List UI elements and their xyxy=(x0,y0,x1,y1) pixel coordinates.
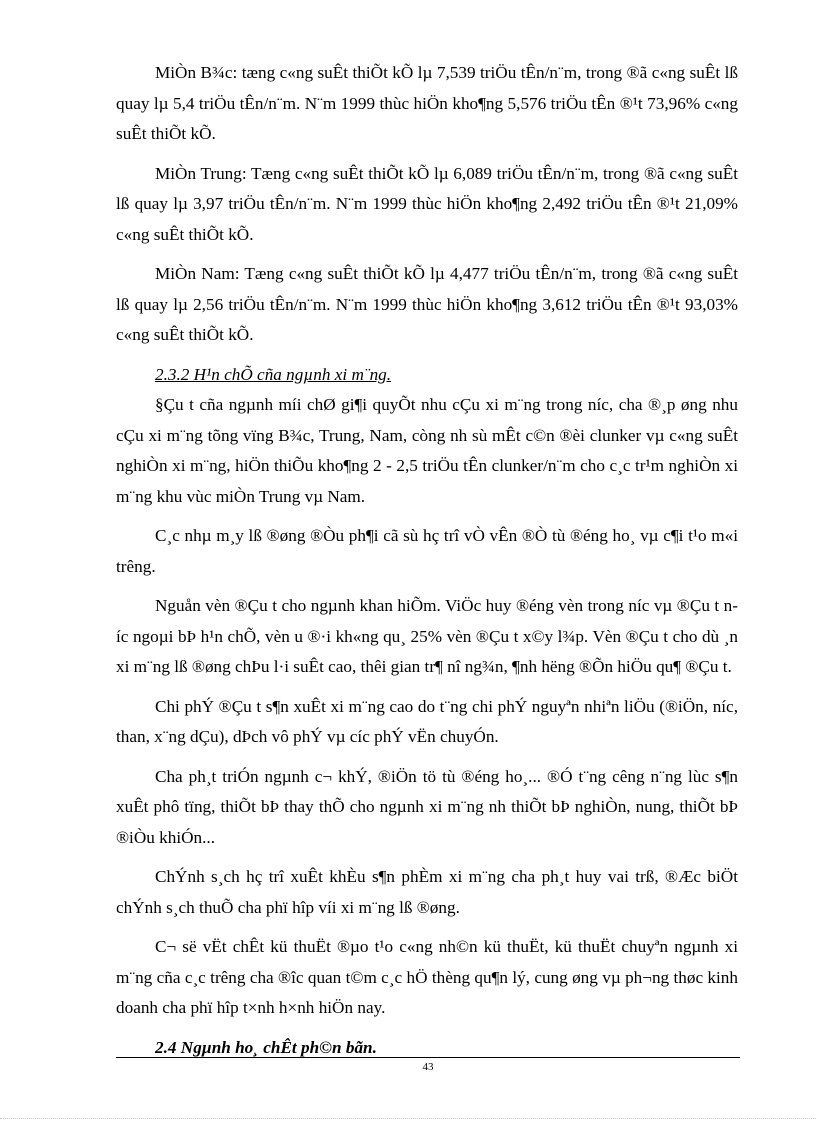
page-number: 43 xyxy=(422,1061,434,1073)
section-heading-2-4: 2.4 Ngµnh ho¸ chÊt ph©n bãn. xyxy=(155,1037,377,1057)
paragraph-lo-dung: C¸c nhµ m¸y lß ®øng ®Òu ph¶i cã sù hç trî vÒ vÊn ®Ò tù ®éng ho¸ vµ c¶i t¹o m«i trêng. xyxy=(116,526,738,576)
paragraph-mien-trung: MiÒn Trung: Tæng c«ng suÊt thiÕt kÕ lµ 6,089 triÖu tÊn/n¨m, trong ®ã c«ng suÊt lß quay lµ 3,97 triÖu tÊn/n¨m. N¨m 1999 thùc hiÖn kho¶ng 2,492 triÖu tÊn ®¹t 21,09% c«ng suÊt thiÕt kÕ. xyxy=(116,163,738,244)
section-heading-2-3-2: 2.3.2 H¹n chÕ cña ngµnh xi m¨ng. xyxy=(155,364,392,384)
paragraph-dau-tu: §Çu t cña ngµnh míi chØ gi¶i quyÕt nhu cÇu xi m¨ng trong níc, cha ®¸p øng nhu cÇu xi m¨ng tõng vïng B¾c, Trung, Nam, còng nh sù mÊt c©n ®èi clunker vµ c«ng suÊt nghiÒn xi m¨ng, hiÖn thiÕu kho¶ng 2 - 2,5 triÖu tÊn clunker/n¨m cho c¸c tr¹m nghiÒn xi m¨ng khu vùc miÒn Trung vµ Nam. xyxy=(116,395,738,506)
paragraph-chi-phi: Chi phÝ ®Çu t s¶n xuÊt xi m¨ng cao do t¨ng chi phÝ nguyªn nhiªn liÖu (®iÖn, níc, than, x¨ng dÇu), dÞch vô phÝ vµ cíc phÝ vËn chuyÓn. xyxy=(116,696,738,746)
paragraph-mien-nam: MiÒn Nam: Tæng c«ng suÊt thiÕt kÕ lµ 4,477 triÖu tÊn/n¨m, trong ®ã c«ng suÊt lß quay lµ 2,56 triÖu tÊn/n¨m. N¨m 1999 thùc hiÖn kho¶ng 3,612 triÖu tÊn ®¹t 93,03% c«ng suÊt thiÕt kÕ. xyxy=(116,264,738,344)
page-break-line xyxy=(0,1118,816,1119)
paragraph-nguon-von: Nguån vèn ®Çu t cho ngµnh khan hiÕm. ViÖc huy ®éng vèn trong níc vµ ®Çu t níc ngoµi bÞ h¹n chÕ, vèn u ®·i kh«ng qu¸ 25% vèn ®Çu t x©y l¾p. Vèn ®Çu t cho dù ¸n xi m¨ng lß ®øng chÞu l·i suÊt cao, thêi gian tr¶ nî ng¾n, ¶nh hëng ®Õn hiÖu qu¶ ®Çu t. xyxy=(116,596,738,676)
paragraph-co-khi: Cha ph¸t triÓn ngµnh c¬ khÝ, ®iÖn tö tù ®éng ho¸... ®Ó t¨ng cêng n¨ng lùc s¶n xuÊt phô tïng, thiÕt bÞ thay thÕ cho ngµnh xi m¨ng nh thiÕt bÞ nghiÒn, nung, thiÕt bÞ ®iÒu khiÓn... xyxy=(116,766,738,847)
paragraph-chinh-sach: ChÝnh s¸ch hç trî xuÊt khÈu s¶n phÈm xi m¨ng cha ph¸t huy vai trß, ®Æc biÖt chÝnh s¸ch thuÕ cha phï hîp víi xi m¨ng lß ®øng. xyxy=(116,867,738,917)
paragraph-co-so: C¬ së vËt chÊt kü thuËt ®µo t¹o c«ng nh©n kü thuËt, kü thuËt chuyªn ngµnh xi m¨ng cña c¸c trêng cha ®îc quan t©m c¸c hÖ thèng qu¶n lý, cung øng vµ ph¬ng thøc kinh doanh cha phï hîp t×nh h×nh hiÖn nay. xyxy=(116,937,738,1017)
body-text xyxy=(116,58,738,1063)
paragraph-mien-bac: MiÒn B¾c: tæng c«ng suÊt thiÕt kÕ lµ 7,539 triÖu tÊn/n¨m, trong ®ã c«ng suÊt lß quay lµ 5,4 triÖu tÊn/n¨m. N¨m 1999 thùc hiÖn kho¶ng 5,576 triÖu tÊn ®¹t 73,96% c«ng suÊt thiÕt kÕ. xyxy=(116,63,738,143)
footer-divider xyxy=(116,1057,740,1058)
